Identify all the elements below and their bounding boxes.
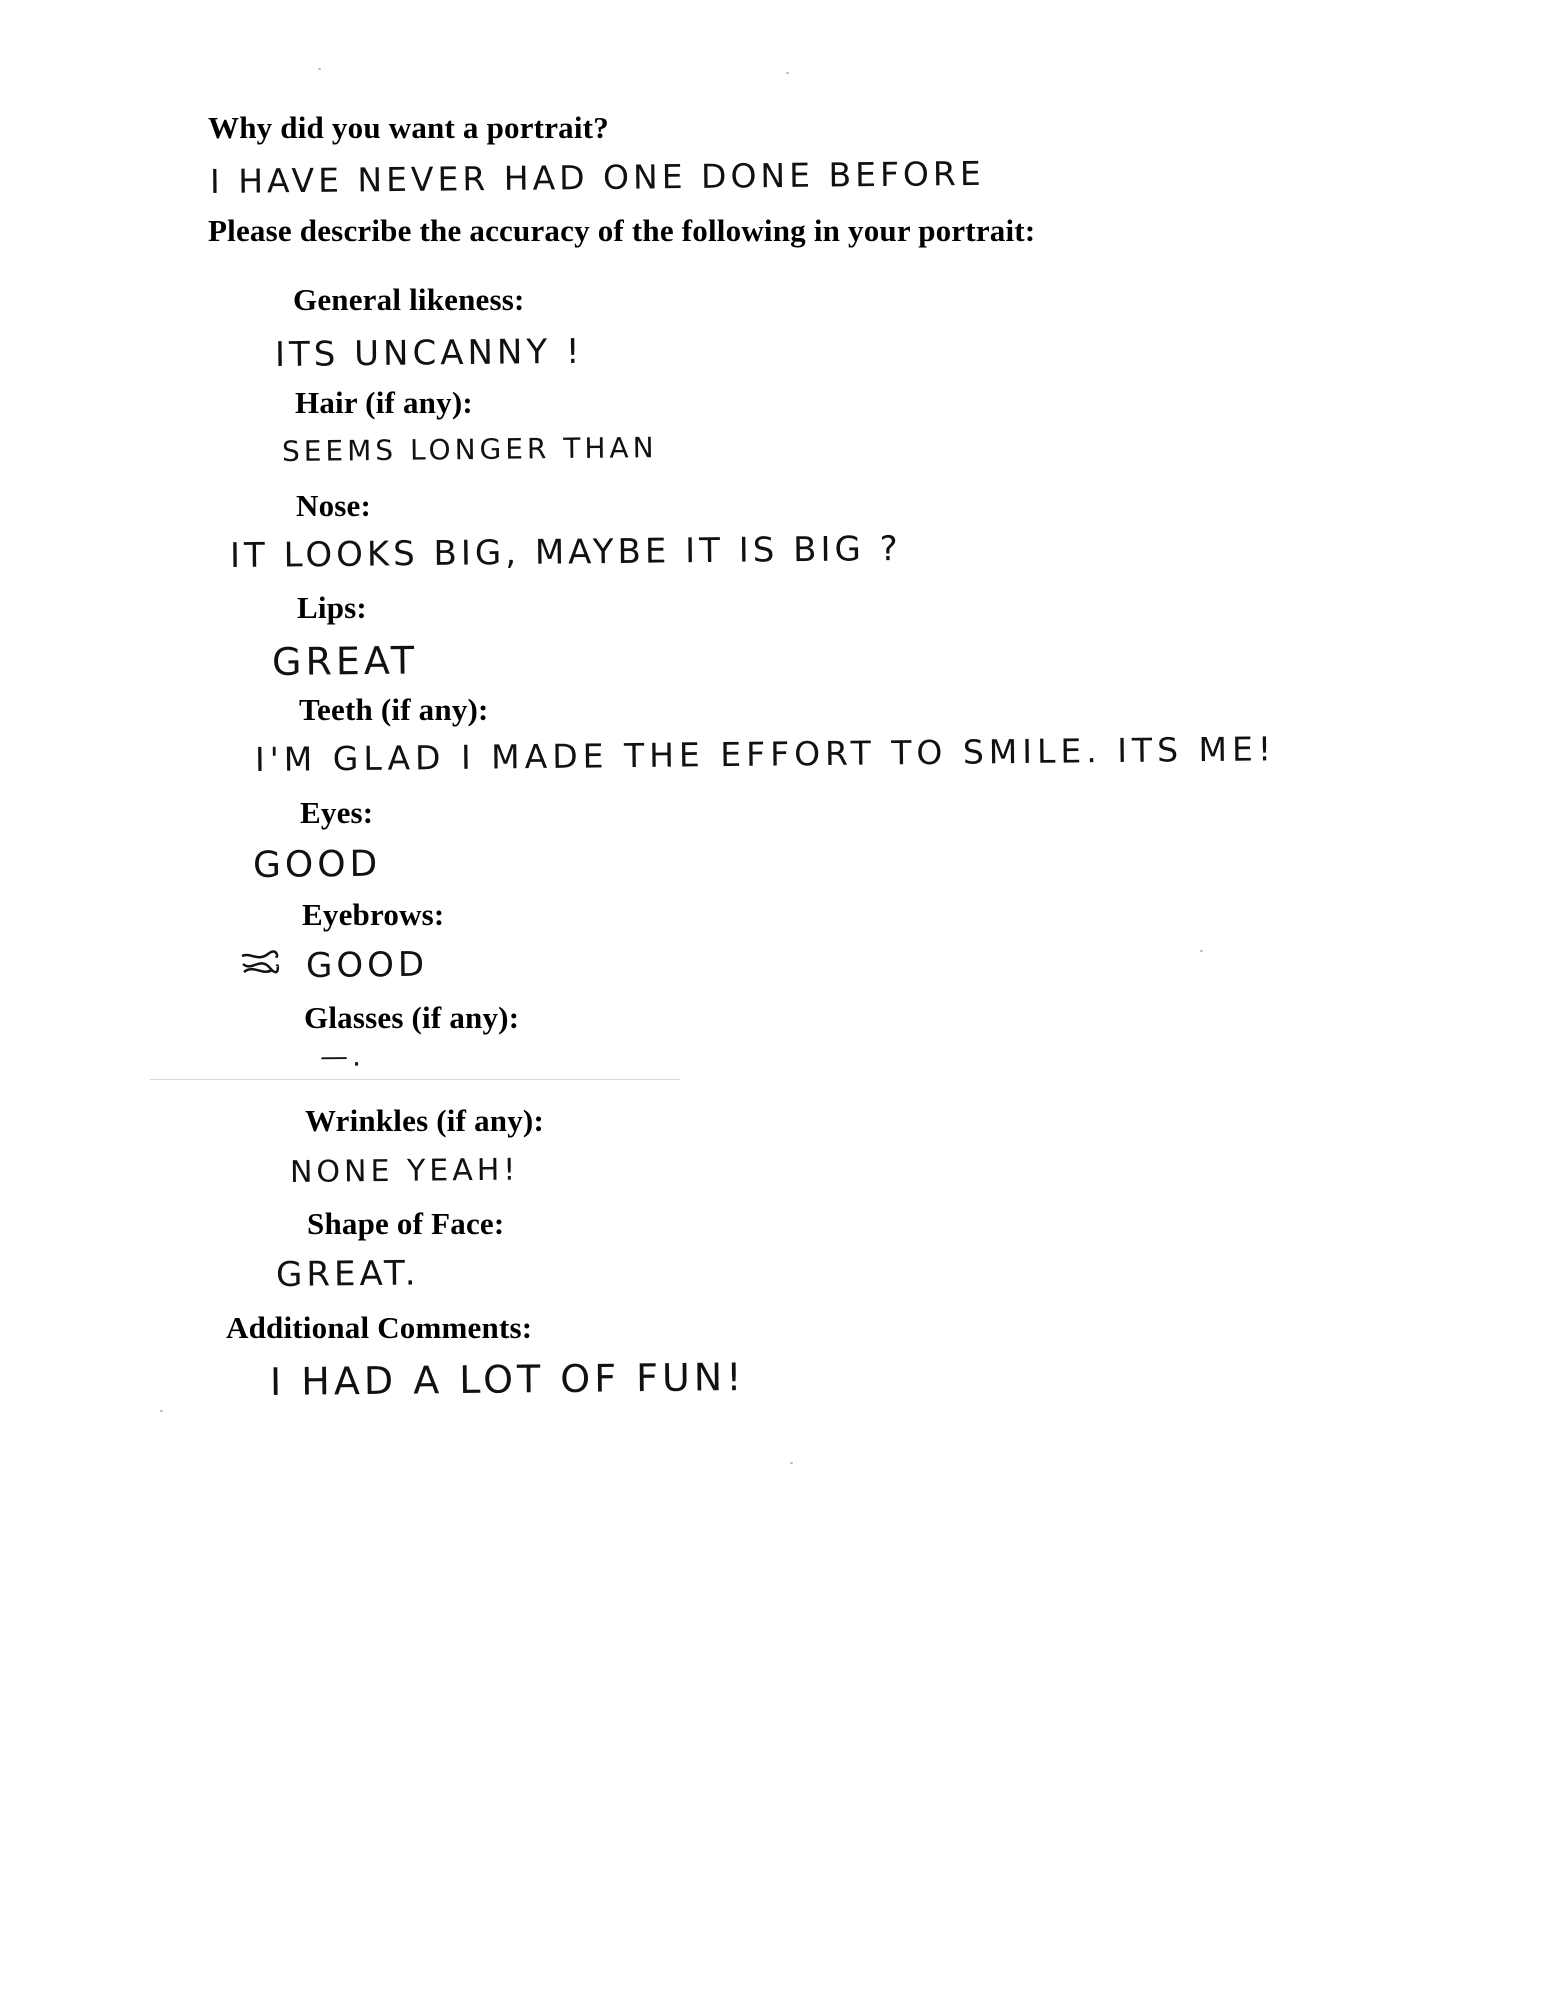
why-question: Why did you want a portrait? <box>208 110 609 145</box>
fold-line <box>150 1079 680 1080</box>
scan-speck <box>318 68 321 70</box>
shape-of-face-answer: GREAT. <box>275 1253 420 1295</box>
nose-answer: IT LOOKS BIG, MAYBE IT IS BIG ? <box>229 528 902 576</box>
eyes-label: Eyes: <box>300 795 374 830</box>
lips-label: Lips: <box>297 590 367 625</box>
teeth-answer: I'M GLAD I MADE THE EFFORT TO SMILE. ITS ME! <box>254 729 1277 779</box>
scan-speck <box>786 72 789 74</box>
eyebrows-answer: GOOD <box>305 944 429 986</box>
scan-speck <box>1200 950 1203 952</box>
eyebrows-label: Eyebrows: <box>302 897 445 932</box>
additional-comments-answer: I HAD A LOT OF FUN! <box>269 1355 746 1404</box>
scan-speck <box>160 1410 163 1412</box>
wrinkles-answer: NONE YEAH! <box>289 1152 520 1190</box>
accuracy-prompt: Please describe the accuracy of the following in your portrait: <box>208 213 1036 248</box>
scan-speck <box>790 1462 793 1464</box>
general-likeness-answer: ITS UNCANNY ! <box>274 331 584 375</box>
additional-comments-label: Additional Comments: <box>226 1310 533 1345</box>
lips-answer: GREAT <box>271 638 419 684</box>
why-answer: I HAVE NEVER HAD ONE DONE BEFORE <box>209 153 985 201</box>
hair-label: Hair (if any): <box>295 385 473 420</box>
scribbled-out-mark <box>240 950 280 978</box>
shape-of-face-label: Shape of Face: <box>307 1206 505 1241</box>
hair-answer: SEEMS LONGER THAN <box>281 431 658 468</box>
eyes-answer: GOOD <box>252 843 382 886</box>
glasses-answer: —. <box>319 1039 366 1073</box>
nose-label: Nose: <box>296 488 372 523</box>
glasses-label: Glasses (if any): <box>304 1000 520 1035</box>
general-likeness-label: General likeness: <box>293 282 525 317</box>
wrinkles-label: Wrinkles (if any): <box>305 1103 544 1138</box>
teeth-label: Teeth (if any): <box>299 692 489 727</box>
